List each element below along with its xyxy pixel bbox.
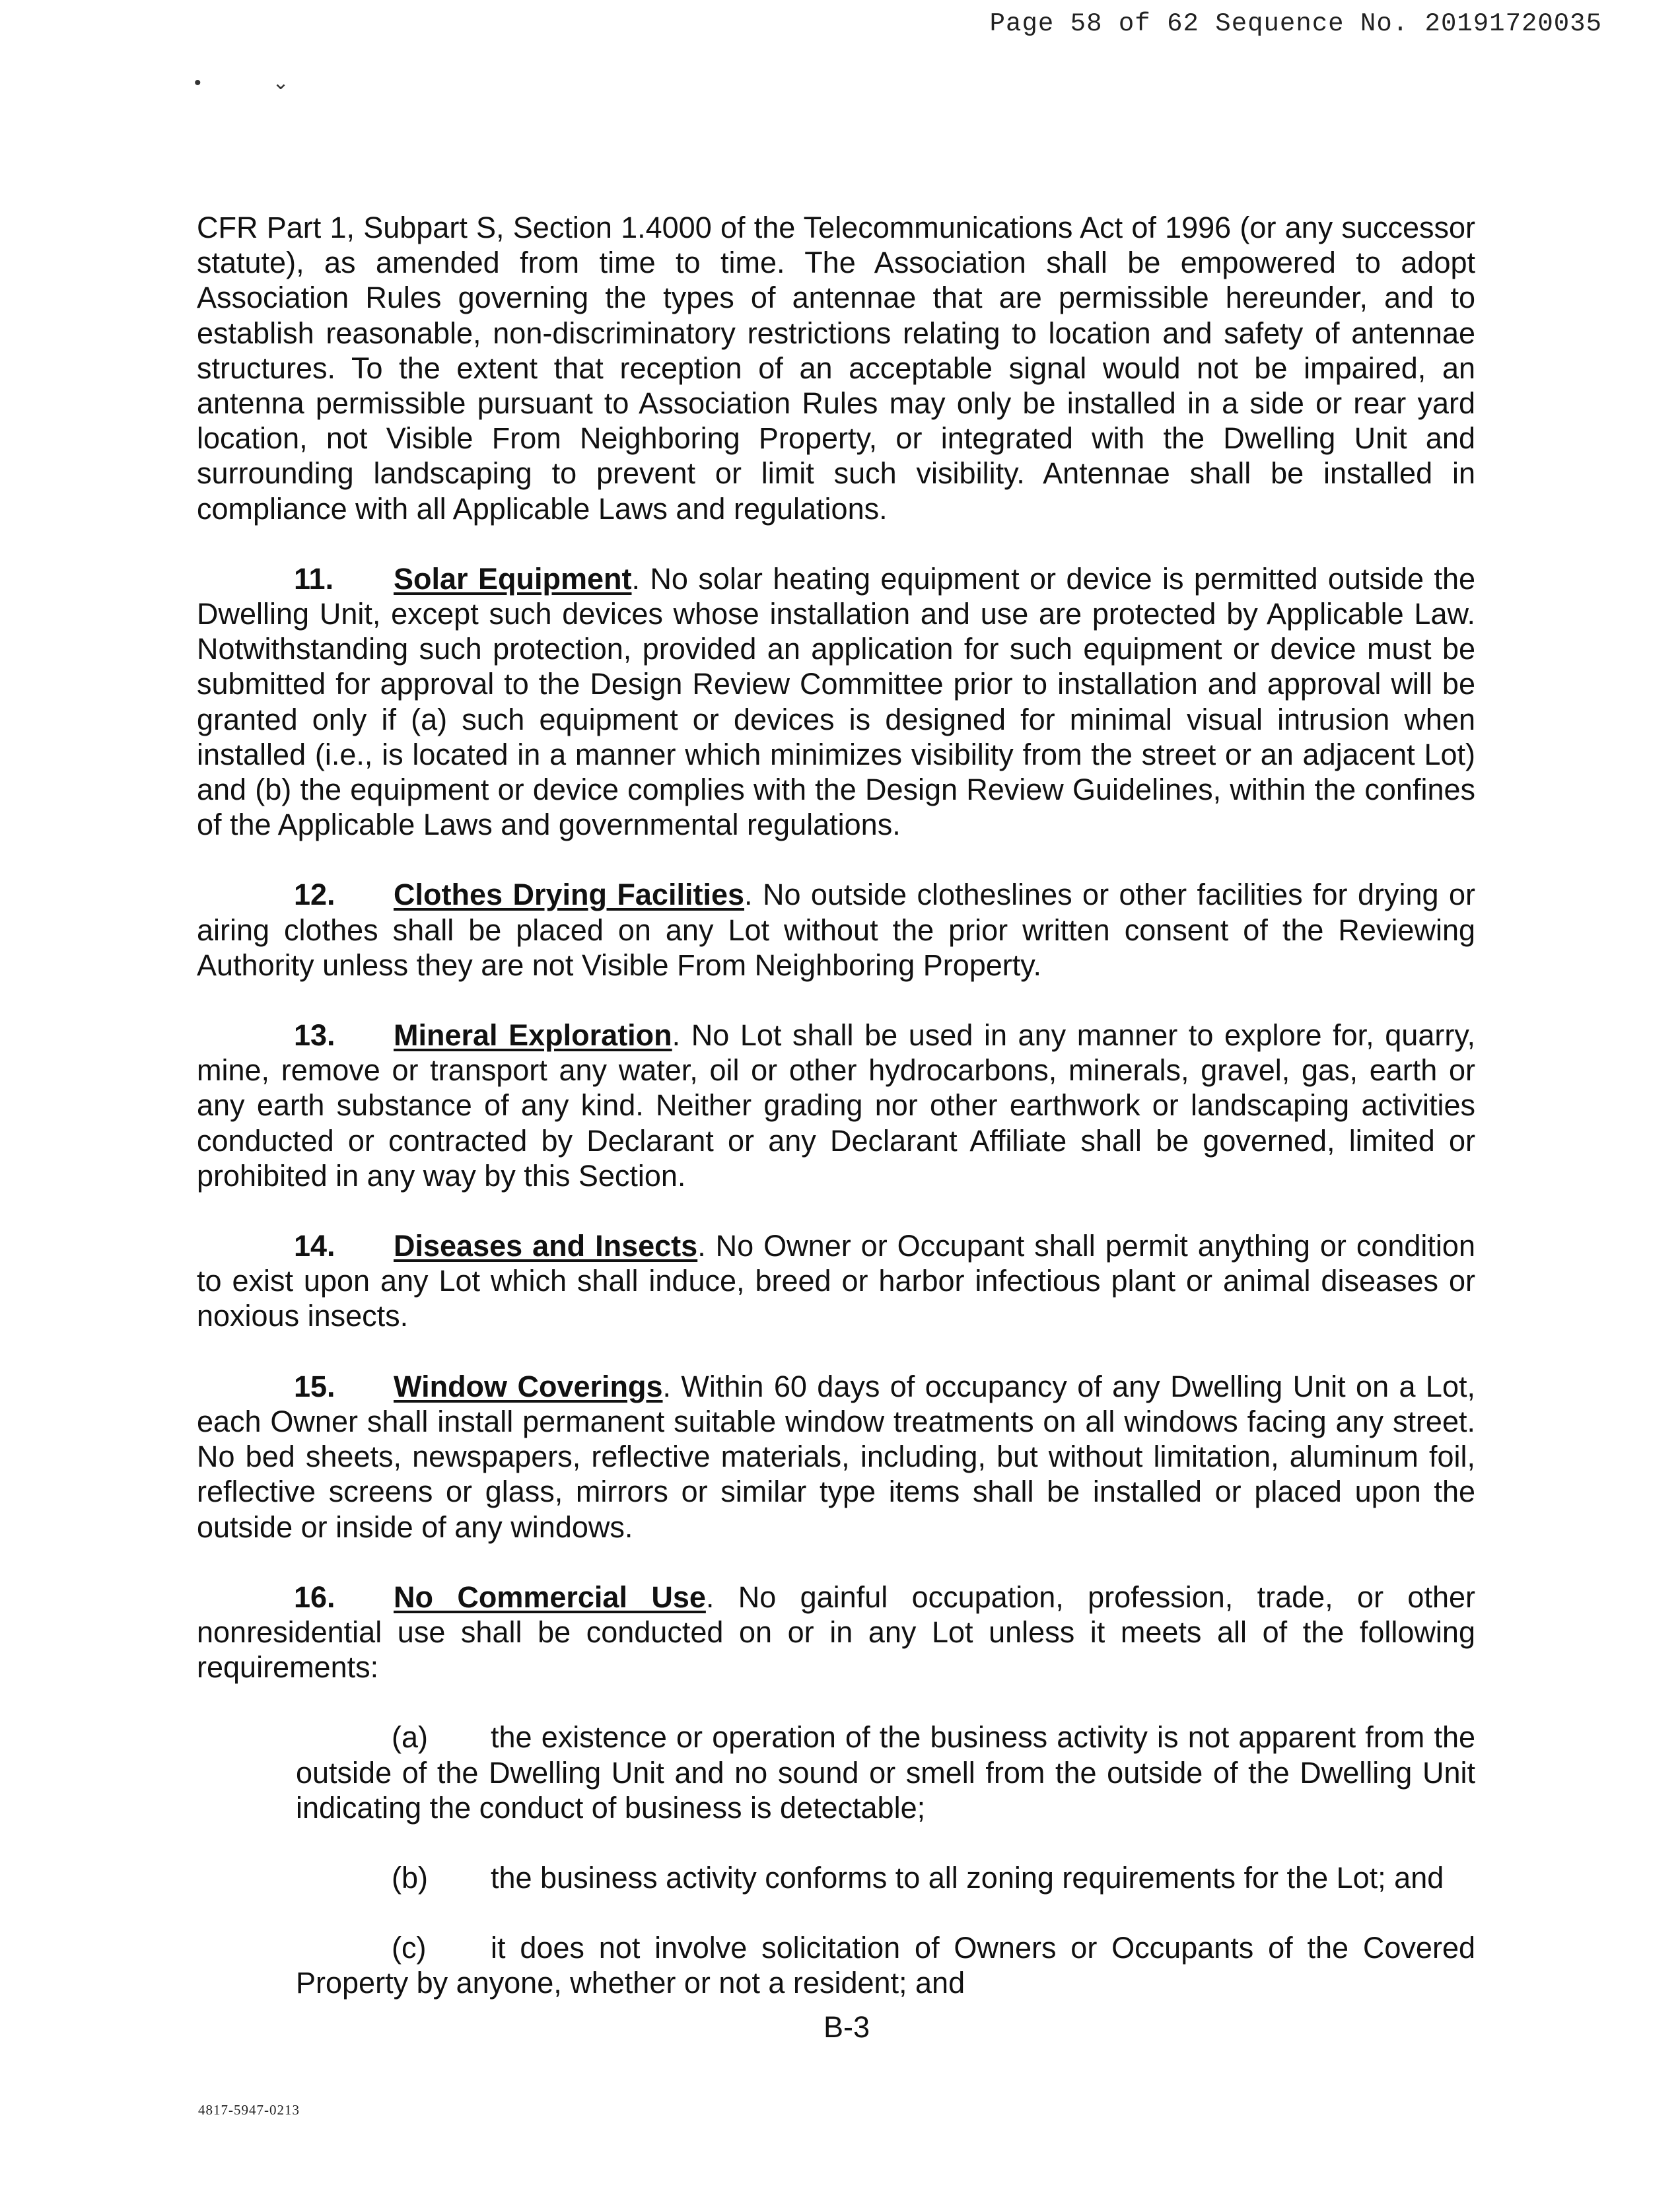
- subitem-text: the business activity conforms to all zoning requirements for the Lot; and: [491, 1860, 1444, 1895]
- subitem-a: [296, 1720, 1475, 1825]
- section-13-paragraph: [197, 1018, 1475, 1193]
- section-number: 11.: [294, 561, 334, 596]
- section-heading: Clothes Drying Facilities: [394, 878, 745, 912]
- section-text: . Within 60 days of occupancy of any Dwelling Unit on a Lot, each Owner shall install permanent suitable window treatments on all windows facing any street. No bed sheets, newspapers, reflective materials, including, but without limitation, aluminum foil, reflective screens or glass, mirrors or similar type items shall be installed or placed upon the outside or inside of any windows.: [197, 1369, 1475, 1544]
- section-heading: Solar Equipment: [394, 561, 632, 596]
- section-14-paragraph: [197, 1228, 1475, 1334]
- section-number: 16.: [294, 1580, 335, 1614]
- section-heading: Mineral Exploration: [394, 1018, 672, 1053]
- section-text: . No gainful occupation, profession, trade, or other nonresidential use shall be conducted on or in any Lot unless it meets all of the following requirements:: [197, 1580, 1475, 1685]
- subitem-c: [296, 1930, 1475, 2000]
- subitem-label: (a): [392, 1720, 428, 1755]
- section-text: . No solar heating equipment or device is permitted outside the Dwelling Unit, except such devices whose installation and use are protected by Applicable Law. Notwithstanding such protection, provided an application for such equipment or device must be submitted for approval to the Design Review Committee prior to installation and approval will be granted only if (a) such equipment or devices is designed for minimal visual intrusion when installed (i.e., is located in a manner which minimizes visibility from the street or an adjacent Lot) and (b) the equipment or device complies with the Design Review Guidelines, within the confines of the Applicable Laws and governmental regulations.: [197, 561, 1476, 842]
- section-number: 14.: [294, 1229, 335, 1263]
- subitem-text: it does not involve solicitation of Owners or Occupants of the Covered Property by anyone, whether or not a resident; and: [296, 1931, 1475, 2000]
- subitem-b: [296, 1860, 1475, 1895]
- subitem-label: (b): [392, 1860, 428, 1895]
- section-number: 13.: [294, 1018, 335, 1053]
- section-number: 15.: [294, 1369, 335, 1403]
- section-text: . No Lot shall be used in any manner to explore for, quarry, mine, remove or transport any water, oil or other hydrocarbons, minerals, gravel, gas, earth or any earth substance of any kind. Neither grading nor other earthwork or landscaping activities conducted or contracted by Declarant or any Declarant Affiliate shall be governed, limited or prohibited in any way by this Section.: [197, 1018, 1475, 1193]
- section-16-paragraph: [197, 1580, 1475, 1685]
- document-body: [197, 210, 1475, 2036]
- section-heading: Diseases and Insects: [394, 1229, 698, 1263]
- section-11-paragraph: [197, 561, 1475, 843]
- page-sequence-header: Page 58 of 62 Sequence No. 20191720035: [989, 9, 1602, 38]
- page-label: B-3: [823, 2010, 870, 2044]
- subitem-label: (c): [392, 1931, 427, 1965]
- section-heading: Window Coverings: [394, 1369, 663, 1403]
- document-id: 4817-5947-0213: [198, 2102, 300, 2118]
- subitem-text: the existence or operation of the business activity is not apparent from the outside of the Dwelling Unit and no sound or smell from the outside of the Dwelling Unit indicating the conduct of business is detectable;: [296, 1720, 1475, 1825]
- section-12-paragraph: [197, 877, 1475, 983]
- section-text: . No Owner or Occupant shall permit anything or condition to exist upon any Lot which shall induce, breed or harbor infectious plant or animal diseases or noxious insects.: [197, 1229, 1475, 1333]
- section-15-paragraph: [197, 1369, 1475, 1545]
- intro-paragraph: CFR Part 1, Subpart S, Section 1.4000 of the Telecommunications Act of 1996 (or any successor statute), as amended from time to time. The Association shall be empowered to adopt Association Rules governing the types of antennae that are permissible hereunder, and to establish reasonable, non-discriminatory restrictions relating to location and safety of antennae structures. To the extent that reception of an acceptable signal would not be impaired, an antenna permissible pursuant to Association Rules may only be installed in a side or rear yard location, not Visible From Neighboring Property, or integrated with the Dwelling Unit and surrounding landscaping to prevent or limit such visibility. Antennae shall be installed in compliance with all Applicable Laws and regulations.: [197, 211, 1475, 526]
- section-text: . No outside clotheslines or other facilities for drying or airing clothes shall be placed on any Lot without the prior written consent of the Reviewing Authority unless they are not Visible From Neighboring Property.: [197, 878, 1475, 982]
- scan-specks: • ⌄: [194, 72, 289, 94]
- section-number: 12.: [294, 878, 335, 912]
- section-heading: No Commercial Use: [394, 1580, 706, 1614]
